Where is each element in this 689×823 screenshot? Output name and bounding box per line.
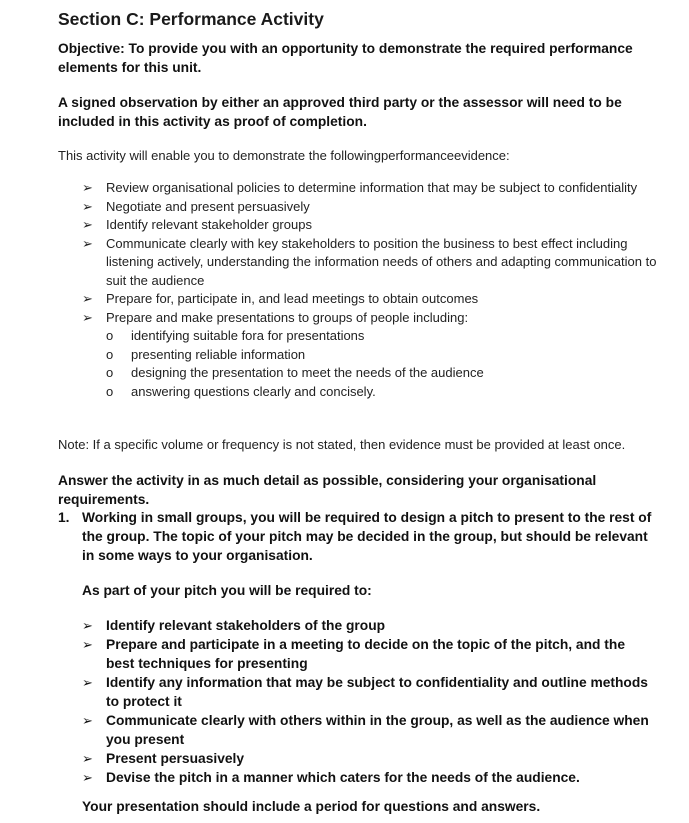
circle-bullet-icon: o — [106, 346, 114, 362]
evidence-item: ➢ Negotiate and present persuasively — [82, 198, 662, 217]
evidence-item: ➢ Prepare and make presentations to groups of people including: o identifying suitable fora for presentations o presenting reliable information o designing the presentation to meet the needs of the audience o answering questions clearly and concisely. — [82, 309, 662, 402]
arrow-bullet-icon: ➢ — [82, 198, 93, 214]
question-part-intro: As part of your pitch you will be required to: — [82, 583, 372, 598]
question-text: Working in small groups, you will be required to design a pitch to present to the rest of the group. The topic of your pitch may be decided in the group, but should be relevant in some ways to your organisation. — [82, 510, 652, 563]
intro-text: This activity will enable you to demonstrate the followingperformanceevidence: — [58, 148, 510, 163]
requirements-list — [82, 616, 652, 787]
presentation-subitem: o designing the presentation to meet the needs of the audience — [106, 364, 662, 383]
evidence-item: ➢ Review organisational policies to determine information that may be subject to confidentiality — [82, 179, 662, 198]
signed-observation-text: A signed observation by either an approved third party or the assessor will need to be included in this activity as proof of completion. — [58, 95, 622, 129]
requirement-item: ➢ Devise the pitch in a manner which caters for the needs of the audience. — [82, 770, 580, 785]
evidence-list — [82, 179, 662, 401]
presentation-subitem: o presenting reliable information — [106, 346, 662, 365]
requirement-item: ➢ Identify relevant stakeholders of the group — [82, 618, 386, 633]
arrow-bullet-icon: ➢ — [82, 180, 93, 195]
requirement-item: ➢ Present persuasively — [82, 751, 245, 766]
section-title: Section C: Performance Activity — [58, 9, 324, 29]
arrow-bullet-icon: ➢ — [82, 675, 93, 690]
note-text: Note: If a specific volume or frequency is not stated, then evidence must be provided at least once. — [58, 437, 626, 452]
arrow-bullet-icon: ➢ — [82, 637, 93, 652]
arrow-bullet-icon: ➢ — [82, 770, 93, 785]
presentation-sublist — [106, 327, 662, 401]
arrow-bullet-icon: ➢ — [82, 291, 93, 306]
evidence-item: ➢ Communicate clearly with key stakeholders to position the business to best effect including listening actively, understanding the information needs of others and adapting communication to suit the audience — [82, 235, 657, 288]
circle-bullet-icon: o — [106, 328, 114, 343]
presentation-subitem: o identifying suitable fora for presentations — [106, 327, 662, 346]
requirement-item: ➢ Identify any information that may be subject to confidentiality and outline methods to protect it — [82, 675, 648, 709]
circle-bullet-icon: o — [106, 365, 114, 380]
question-number: 1. — [58, 510, 70, 525]
arrow-bullet-icon: ➢ — [82, 235, 93, 251]
evidence-item: ➢ Prepare for, participate in, and lead meetings to obtain outcomes — [82, 290, 662, 309]
arrow-bullet-icon: ➢ — [82, 713, 93, 728]
arrow-bullet-icon: ➢ — [82, 751, 93, 766]
circle-bullet-icon: o — [106, 383, 114, 399]
presentation-subitem: o answering questions clearly and concisely. — [106, 383, 662, 402]
closing-text: Your presentation should include a period for questions and answers. — [82, 799, 541, 814]
arrow-bullet-icon: ➢ — [82, 309, 93, 325]
objective-text: Objective: To provide you with an opportunity to demonstrate the required performance elements for this unit. — [58, 41, 633, 75]
requirement-item: ➢ Prepare and participate in a meeting to decide on the topic of the pitch, and the best techniques for presenting — [82, 637, 625, 671]
arrow-bullet-icon: ➢ — [82, 217, 93, 232]
requirement-item: ➢ Communicate clearly with others within in the group, as well as the audience when you present — [82, 713, 649, 747]
answer-instruction-text: Answer the activity in as much detail as possible, considering your organisational requirements. — [58, 473, 597, 507]
arrow-bullet-icon: ➢ — [82, 618, 93, 633]
evidence-item: ➢ Identify relevant stakeholder groups — [82, 216, 662, 235]
